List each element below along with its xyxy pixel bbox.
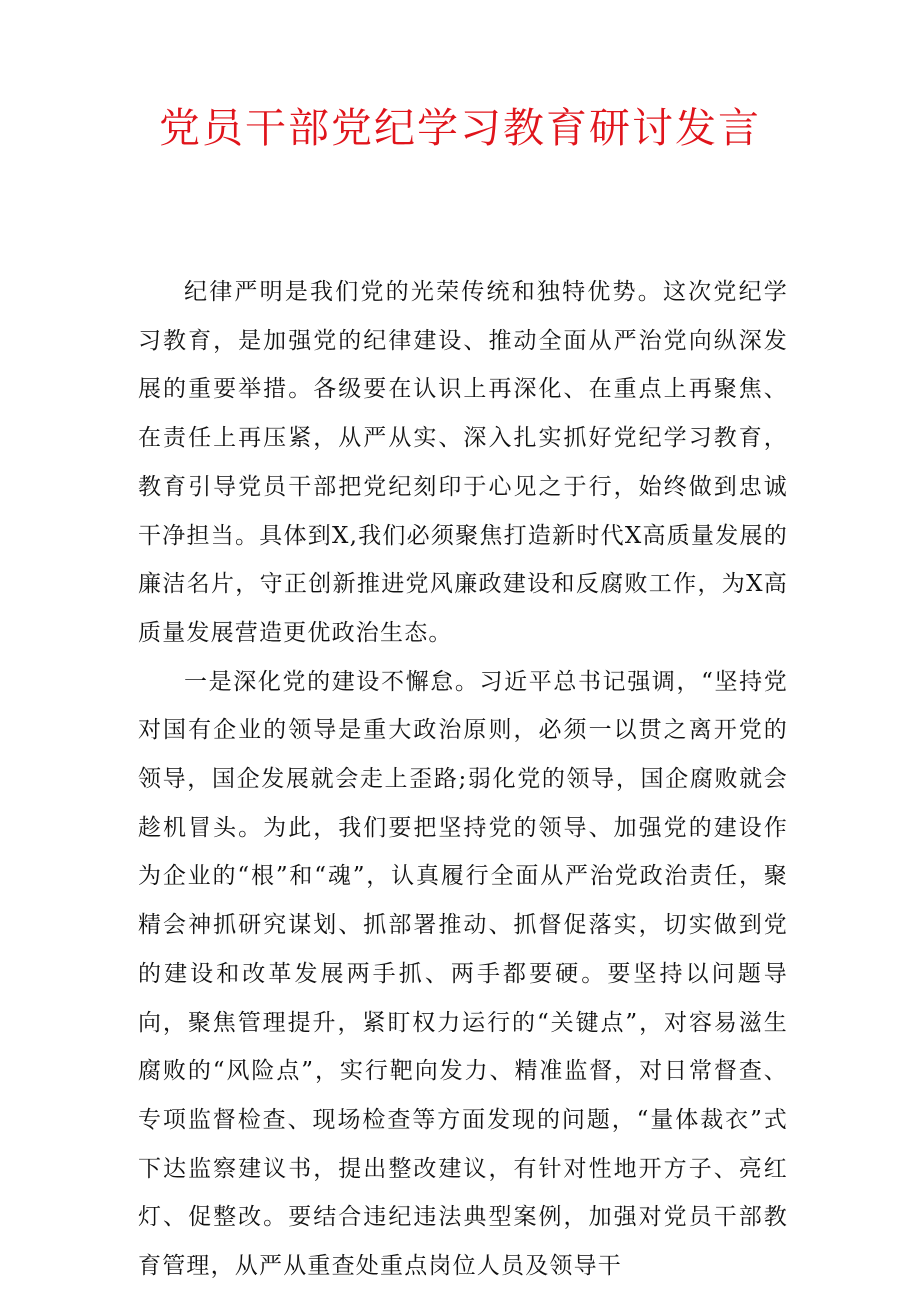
document-title: 党员干部党纪学习教育研讨发言 bbox=[159, 104, 761, 152]
body-paragraph-2: 一是深化党的建设不懈怠。习近平总书记强调，“坚持党对国有企业的领导是重大政治原则，必须一以贯之离开党的领导，国企发展就会走上歪路;弱化党的领导，国企腐败就会趁机冒头。为此，我们要把坚持党的领导、加强党的建设作为企业的“根”和“魂”，认真履行全面从严治党政治责任，聚精会神抓研究谋划、抓部署推动、抓督促落实，切实做到党的建设和改革发展两手抓、两手都要硬。要坚持以问题导向，聚焦管理提升，紧盯权力运行的“关键点”，对容易滋生腐败的“风险点”，实行靶向发力、精准监督，对日常督查、专项监督检查、现场检查等方面发现的问题，“量体裁衣”式下达监察建议书，提出整改建议，有针对性地开方子、亮红灯、促整改。要结合违纪违法典型案例，加强对党员干部教育管理，从严从重查处重点岗位人员及领导干 bbox=[138, 668, 788, 1280]
body-paragraph-1: 纪律严明是我们党的光荣传统和独特优势。这次党纪学习教育，是加强党的纪律建设、推动全面从严治党向纵深发展的重要举措。各级要在认识上再深化、在重点上再聚焦、在责任上再压紧，从严从实、深入扎实抓好党纪学习教育，教育引导党员干部把党纪刻印于心见之于行，始终做到忠诚干净担当。具体到X,我们必须聚焦打造新时代X高质量发展的廉洁名片，守正创新推进党风廉政建设和反腐败工作，为X高质量发展营造更优政治生态。 bbox=[138, 279, 788, 646]
document-body bbox=[138, 268, 788, 1291]
